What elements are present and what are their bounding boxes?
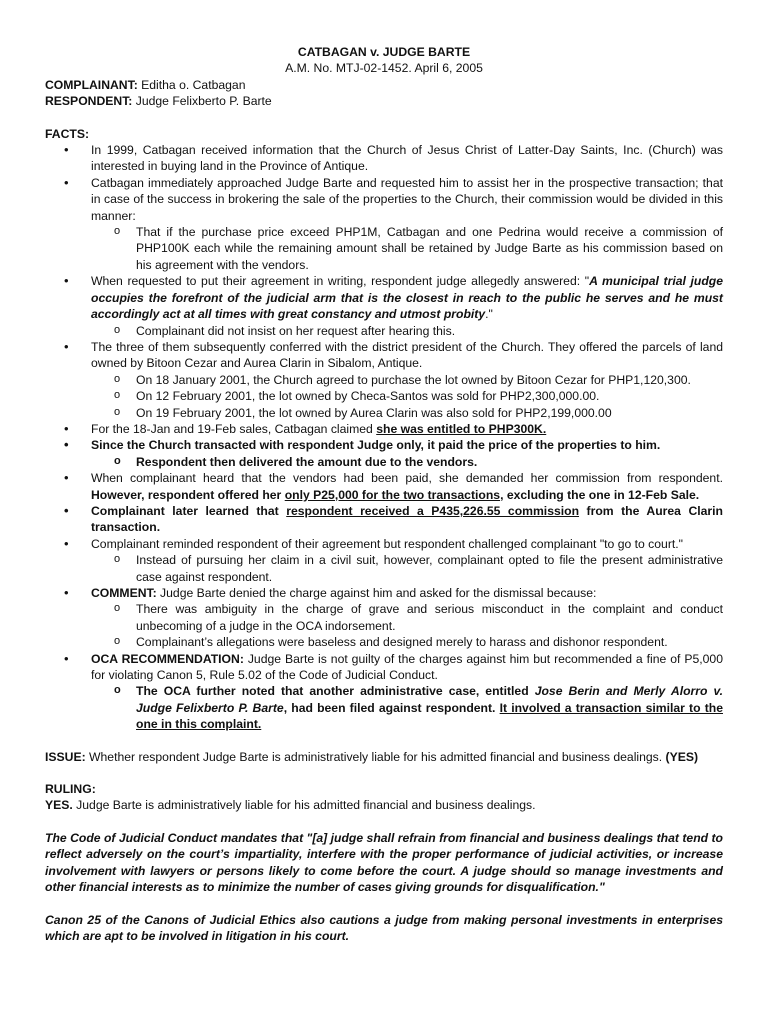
respondent-label: RESPONDENT: xyxy=(45,94,133,109)
fact-emphasis: only P25,000 for the two transactions xyxy=(284,487,501,502)
fact-text: Judge Barte is not guilty of the charges against him but recommended a fine of P5,000 for violating Canon 5, Rule 5.02 of the Code of Judicial Conduct. xyxy=(91,651,723,683)
facts-list xyxy=(45,142,723,733)
ruling-heading: RULING: xyxy=(45,782,96,797)
issue-line xyxy=(45,749,723,765)
oca-label: OCA RECOMMENDATION: xyxy=(91,651,244,666)
issue-text: Whether respondent Judge Barte is administratively liable for his admitted financial and business dealings. xyxy=(85,749,666,764)
fact-emphasis: It involved a transaction similar to the one in this complaint. xyxy=(136,700,723,732)
fact-subitem xyxy=(45,683,723,732)
fact-text: ." xyxy=(485,307,493,322)
fact-subitem: o On 19 February 2001, the lot owned by Aurea Clarin was also sold for PHP2,199,000.00 xyxy=(45,405,723,421)
fact-item xyxy=(45,470,723,503)
respondent-line xyxy=(45,93,723,109)
complainant-value: Editha o. Catbagan xyxy=(137,77,246,92)
fact-text: When complainant heard that the vendors had been paid, she demanded her commission from respondent. xyxy=(91,471,723,486)
fact-text: Judge Barte denied the charge against him and asked for the dismissal because: xyxy=(156,586,597,600)
fact-subitem: o On 18 January 2001, the Church agreed to purchase the lot owned by Bitoon Cezar for PHP1,120,300. xyxy=(45,372,723,388)
fact-item xyxy=(45,503,723,536)
facts-heading: FACTS: xyxy=(45,126,90,141)
ruling-text: Judge Barte is administratively liable for his admitted financial and business dealings. xyxy=(72,798,536,813)
fact-text: The OCA further noted that another administrative case, entitled xyxy=(136,684,535,699)
fact-item xyxy=(45,585,723,601)
fact-text: Complainant later learned that xyxy=(91,503,287,518)
fact-subitem: o Complainant’s allegations were baseless and designed merely to harass and dishonor respondent. xyxy=(45,634,723,650)
case-title: CATBAGAN v. JUDGE BARTE xyxy=(297,45,471,59)
respondent-value: Judge Felixberto P. Barte xyxy=(132,94,272,109)
fact-subitem: o Instead of pursuing her claim in a civil suit, however, complainant opted to file the present administrative case against respondent. xyxy=(45,552,723,585)
fact-emphasis: However, respondent offered her xyxy=(91,487,285,502)
fact-item: • Since the Church transacted with respondent Judge only, it paid the price of the properties to him. xyxy=(45,437,723,453)
fact-item: • Catbagan immediately approached Judge Barte and requested him to assist her in the prospective transaction; that in case of the success in brokering the sale of the properties to the Church, their commission would be divided in this manner: xyxy=(45,175,723,224)
fact-text: When requested to put their agreement in writing, respondent judge allegedly answered: " xyxy=(91,274,590,289)
fact-text: , had been filed against respondent. xyxy=(283,700,500,715)
ruling-paragraph: The Code of Judicial Conduct mandates that "[a] judge shall refrain from financial and business dealings that tend to reflect adversely on the court’s impartiality, interfere with the proper performance of judicial activities, or increase involvement with lawyers or persons likely to come before the court. A judge should so manage investments and other financial interests as to minimize the number of cases giving grounds for disqualification." xyxy=(45,830,723,895)
ruling-line xyxy=(45,797,723,813)
fact-subitem: o That if the purchase price exceed PHP1M, Catbagan and one Pedrina would receive a commission of PHP100K each while the remaining amount shall be retained by Judge Barte as his commission based on his agreement with the vendors. xyxy=(45,224,723,273)
fact-subitem: o On 12 February 2001, the lot owned by Checa-Santos was sold for PHP2,300,000.00. xyxy=(45,388,723,404)
judge-quote: A municipal trial judge occupies the forefront of the judicial arm that is the closest in reach to the public he serves and he must accordingly act at all times with great constancy and utmost probity xyxy=(91,274,723,322)
fact-text: from the Aurea Clarin transaction. xyxy=(91,503,723,535)
fact-text: For the 18-Jan and 19-Feb sales, Catbagan claimed xyxy=(91,421,377,436)
fact-subitem: o Respondent then delivered the amount due to the vendors. xyxy=(45,454,723,470)
fact-emphasis: she was entitled to PHP300K. xyxy=(376,421,547,436)
complainant-line xyxy=(45,77,723,93)
fact-item: • The three of them subsequently conferred with the district president of the Church. They offered the parcels of land owned by Bitoon Cezar and Aurea Clarin in Sibalom, Antique. xyxy=(45,339,723,372)
fact-item xyxy=(45,273,723,322)
fact-emphasis: , excluding the one in 12-Feb Sale. xyxy=(500,487,700,502)
ruling-paragraph: Canon 25 of the Canons of Judicial Ethics also cautions a judge from making personal investments in enterprises which are apt to be involved in litigation in his court. xyxy=(45,912,723,943)
fact-subitem: o Complainant did not insist on her request after hearing this. xyxy=(45,323,723,339)
ruling-yes: YES. xyxy=(45,798,73,813)
fact-item xyxy=(45,651,723,684)
fact-item: • Complainant reminded respondent of their agreement but respondent challenged complainant "to go to court." xyxy=(45,536,723,552)
case-citation: A.M. No. MTJ-02-1452. April 6, 2005 xyxy=(285,61,483,76)
fact-item: • In 1999, Catbagan received information that the Church of Jesus Christ of Latter-Day Saints, Inc. (Church) was interested in buying land in the Province of Antique. xyxy=(45,142,723,175)
comment-label: COMMENT: xyxy=(91,586,157,600)
fact-subitem: o There was ambiguity in the charge of grave and serious misconduct in the complaint and conduct unbecoming of a judge in the OCA indorsement. xyxy=(45,601,723,634)
case-name: Jose Berin and Merly Alorro v. Judge Felixberto P. Barte xyxy=(136,684,723,715)
fact-emphasis: respondent received a P435,226.55 commission xyxy=(286,503,580,518)
issue-answer: (YES) xyxy=(665,749,699,764)
fact-item xyxy=(45,421,723,437)
complainant-label: COMPLAINANT: xyxy=(45,77,138,92)
issue-label: ISSUE: xyxy=(45,749,86,764)
